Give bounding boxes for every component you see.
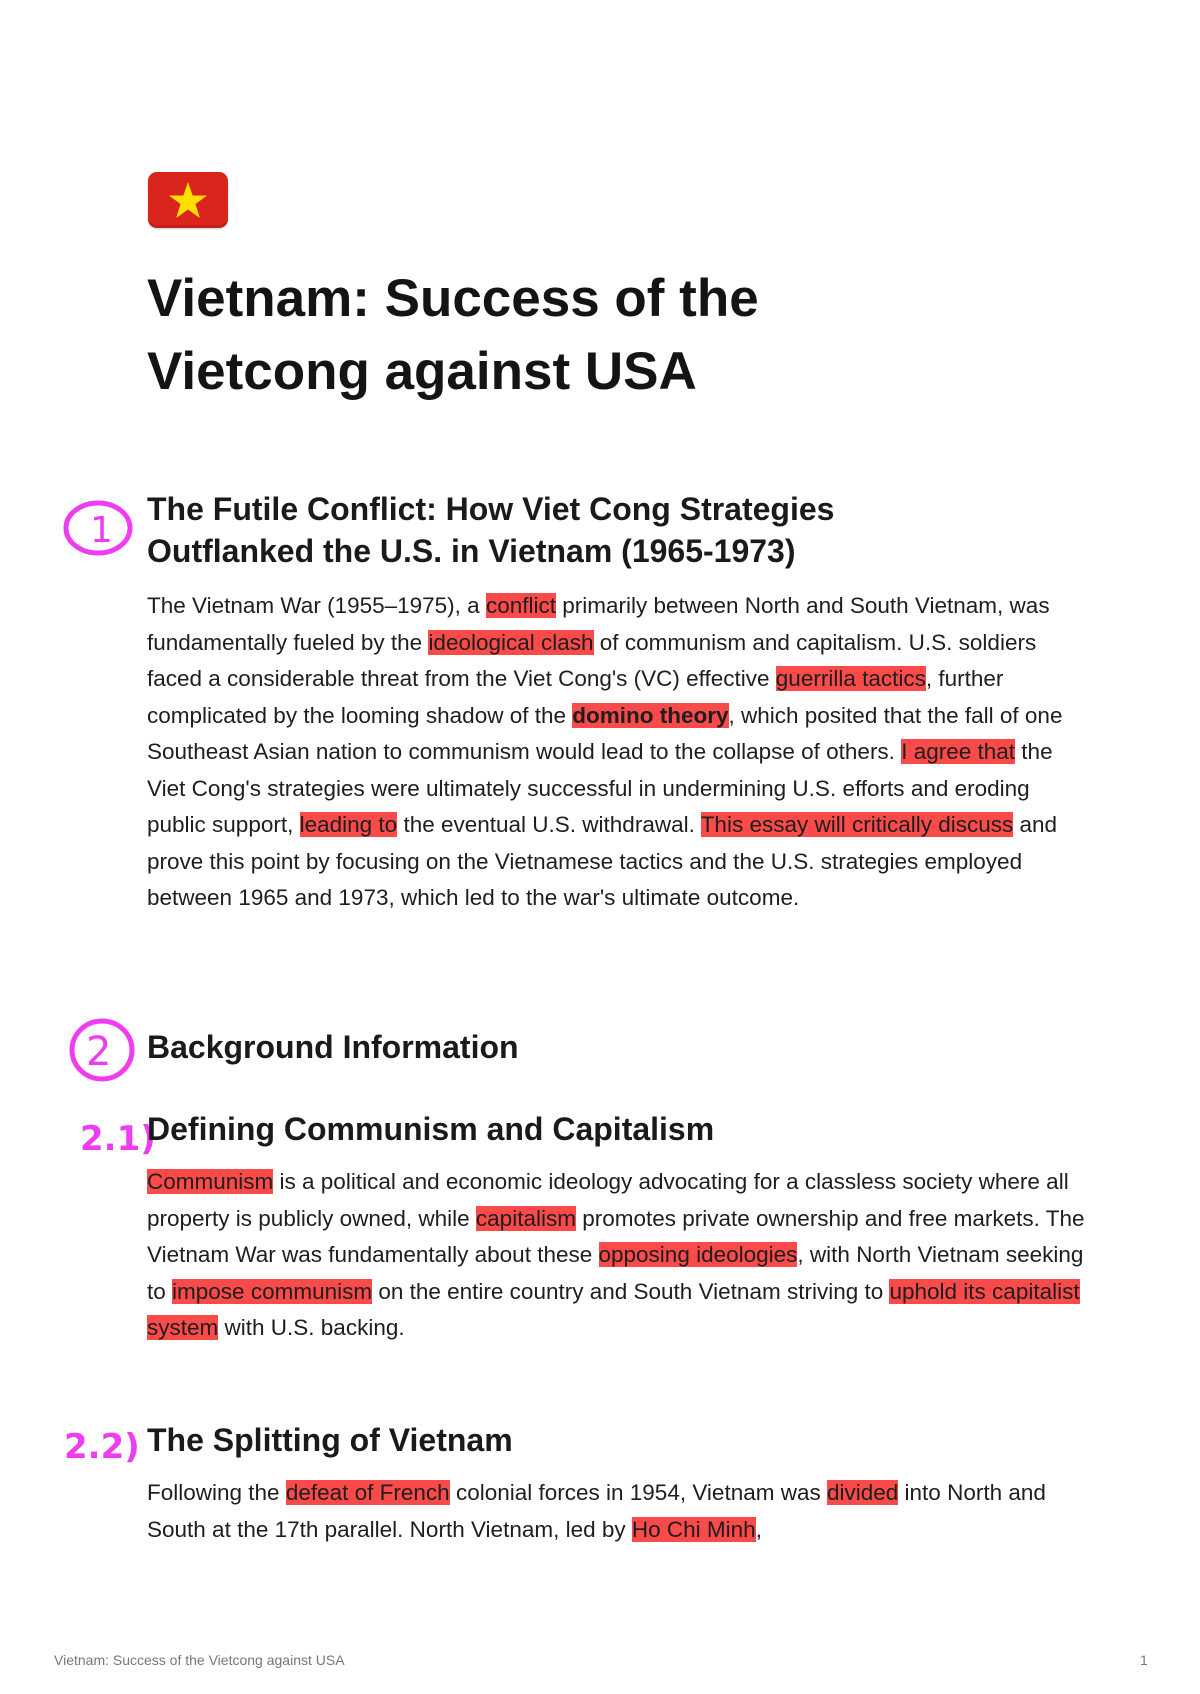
text-run: , further complicated by the looming shadow of the xyxy=(147,666,1004,728)
section-1-heading-line-1: The Futile Conflict: How Viet Cong Strategies xyxy=(147,491,835,527)
footer-title: Vietnam: Success of the Vietcong against USA xyxy=(54,1652,345,1668)
section-2-1-heading-text: Defining Communism and Capitalism xyxy=(147,1111,715,1147)
section-2-2-heading-text: The Splitting of Vietnam xyxy=(147,1422,513,1458)
highlight: leading to xyxy=(299,812,398,837)
text-run: with U.S. backing. xyxy=(218,1315,405,1340)
text-run: , which posited that the fall of one Southeast Asian nation to communism would lead to the collapse of others. xyxy=(147,702,1063,764)
title-line-1: Vietnam: Success of the xyxy=(147,269,759,328)
section-1-paragraph xyxy=(147,588,1087,917)
handwritten-mark-2-1 xyxy=(80,1112,156,1162)
vietnam-flag-icon xyxy=(148,172,228,228)
highlight: impose communism xyxy=(172,1278,373,1304)
text-run: , xyxy=(755,1516,762,1542)
text-run: and prove this point by focusing on the Vietnamese tactics and the U.S. strategies employed between 1965 and 1973, which led to the war's ultimate outcome. xyxy=(147,812,1058,910)
text-run: , with North Vietnam seeking to xyxy=(147,1242,1084,1304)
handwritten-mark-2-2 xyxy=(64,1420,144,1472)
text-run: into North and South at the 17th parallel. North Vietnam, led by xyxy=(147,1480,1046,1542)
highlight: uphold its capitalist system xyxy=(147,1278,1080,1340)
text-run: of communism and capitalism. U.S. soldiers faced a considerable threat from the Viet Cong's (VC) effective xyxy=(147,629,1037,691)
highlight: domino theory xyxy=(572,702,729,728)
handwritten-mark-2 xyxy=(66,1016,146,1088)
text-run: The Vietnam War (1955–1975), a xyxy=(147,593,486,618)
mark-1-label: 1 xyxy=(90,510,113,551)
text-run: primarily between North and South Vietnam, was fundamentally fueled by the xyxy=(147,593,1050,655)
section-1-heading-line-2: Outflanked the U.S. in Vietnam (1965-1973) xyxy=(147,533,796,569)
highlight: Communism xyxy=(147,1169,274,1194)
mark-2-2-label: 2.2) xyxy=(64,1427,140,1467)
star-icon xyxy=(168,181,208,219)
highlight: ideological clash xyxy=(428,629,594,655)
section-1-heading xyxy=(147,488,834,572)
highlight: opposing ideologies xyxy=(598,1242,798,1267)
highlight: I agree that xyxy=(901,739,1016,764)
highlight: defeat of French xyxy=(285,1480,450,1505)
section-2-heading xyxy=(147,1026,519,1068)
highlight: Ho Chi Minh xyxy=(631,1516,756,1542)
text-run: is a political and economic ideology advocating for a classless society where all property is publicly owned, while xyxy=(147,1169,1069,1231)
text-run: Following the xyxy=(147,1480,286,1505)
highlight: capitalism xyxy=(475,1205,576,1231)
text-run: on the entire country and South Vietnam striving to xyxy=(372,1278,890,1304)
text-run: the eventual U.S. withdrawal. xyxy=(397,812,701,837)
section-2-1-heading xyxy=(147,1108,714,1150)
mark-2-label: 2 xyxy=(86,1029,112,1075)
highlight: divided xyxy=(826,1480,899,1505)
mark-2-1-label: 2.1) xyxy=(80,1119,156,1159)
text-run: promotes private ownership and free markets. The Vietnam War was fundamentally about these xyxy=(147,1205,1085,1267)
section-2-2-heading xyxy=(147,1419,513,1461)
highlight: guerrilla tactics xyxy=(775,666,926,691)
handwritten-mark-1 xyxy=(60,496,140,566)
section-2-2-paragraph xyxy=(147,1475,1087,1548)
highlight: This essay will critically discuss xyxy=(700,812,1014,837)
section-2-heading-text: Background Information xyxy=(147,1029,519,1065)
highlight: conflict xyxy=(485,593,556,618)
text-run: colonial forces in 1954, Vietnam was xyxy=(449,1480,827,1505)
title-line-2: Vietcong against USA xyxy=(147,342,697,401)
text-run: the Viet Cong's strategies were ultimately successful in undermining U.S. efforts and eroding public support, xyxy=(147,739,1053,837)
section-2-1-paragraph xyxy=(147,1164,1087,1347)
page-number: 1 xyxy=(1140,1652,1148,1668)
page-title xyxy=(147,262,1107,408)
